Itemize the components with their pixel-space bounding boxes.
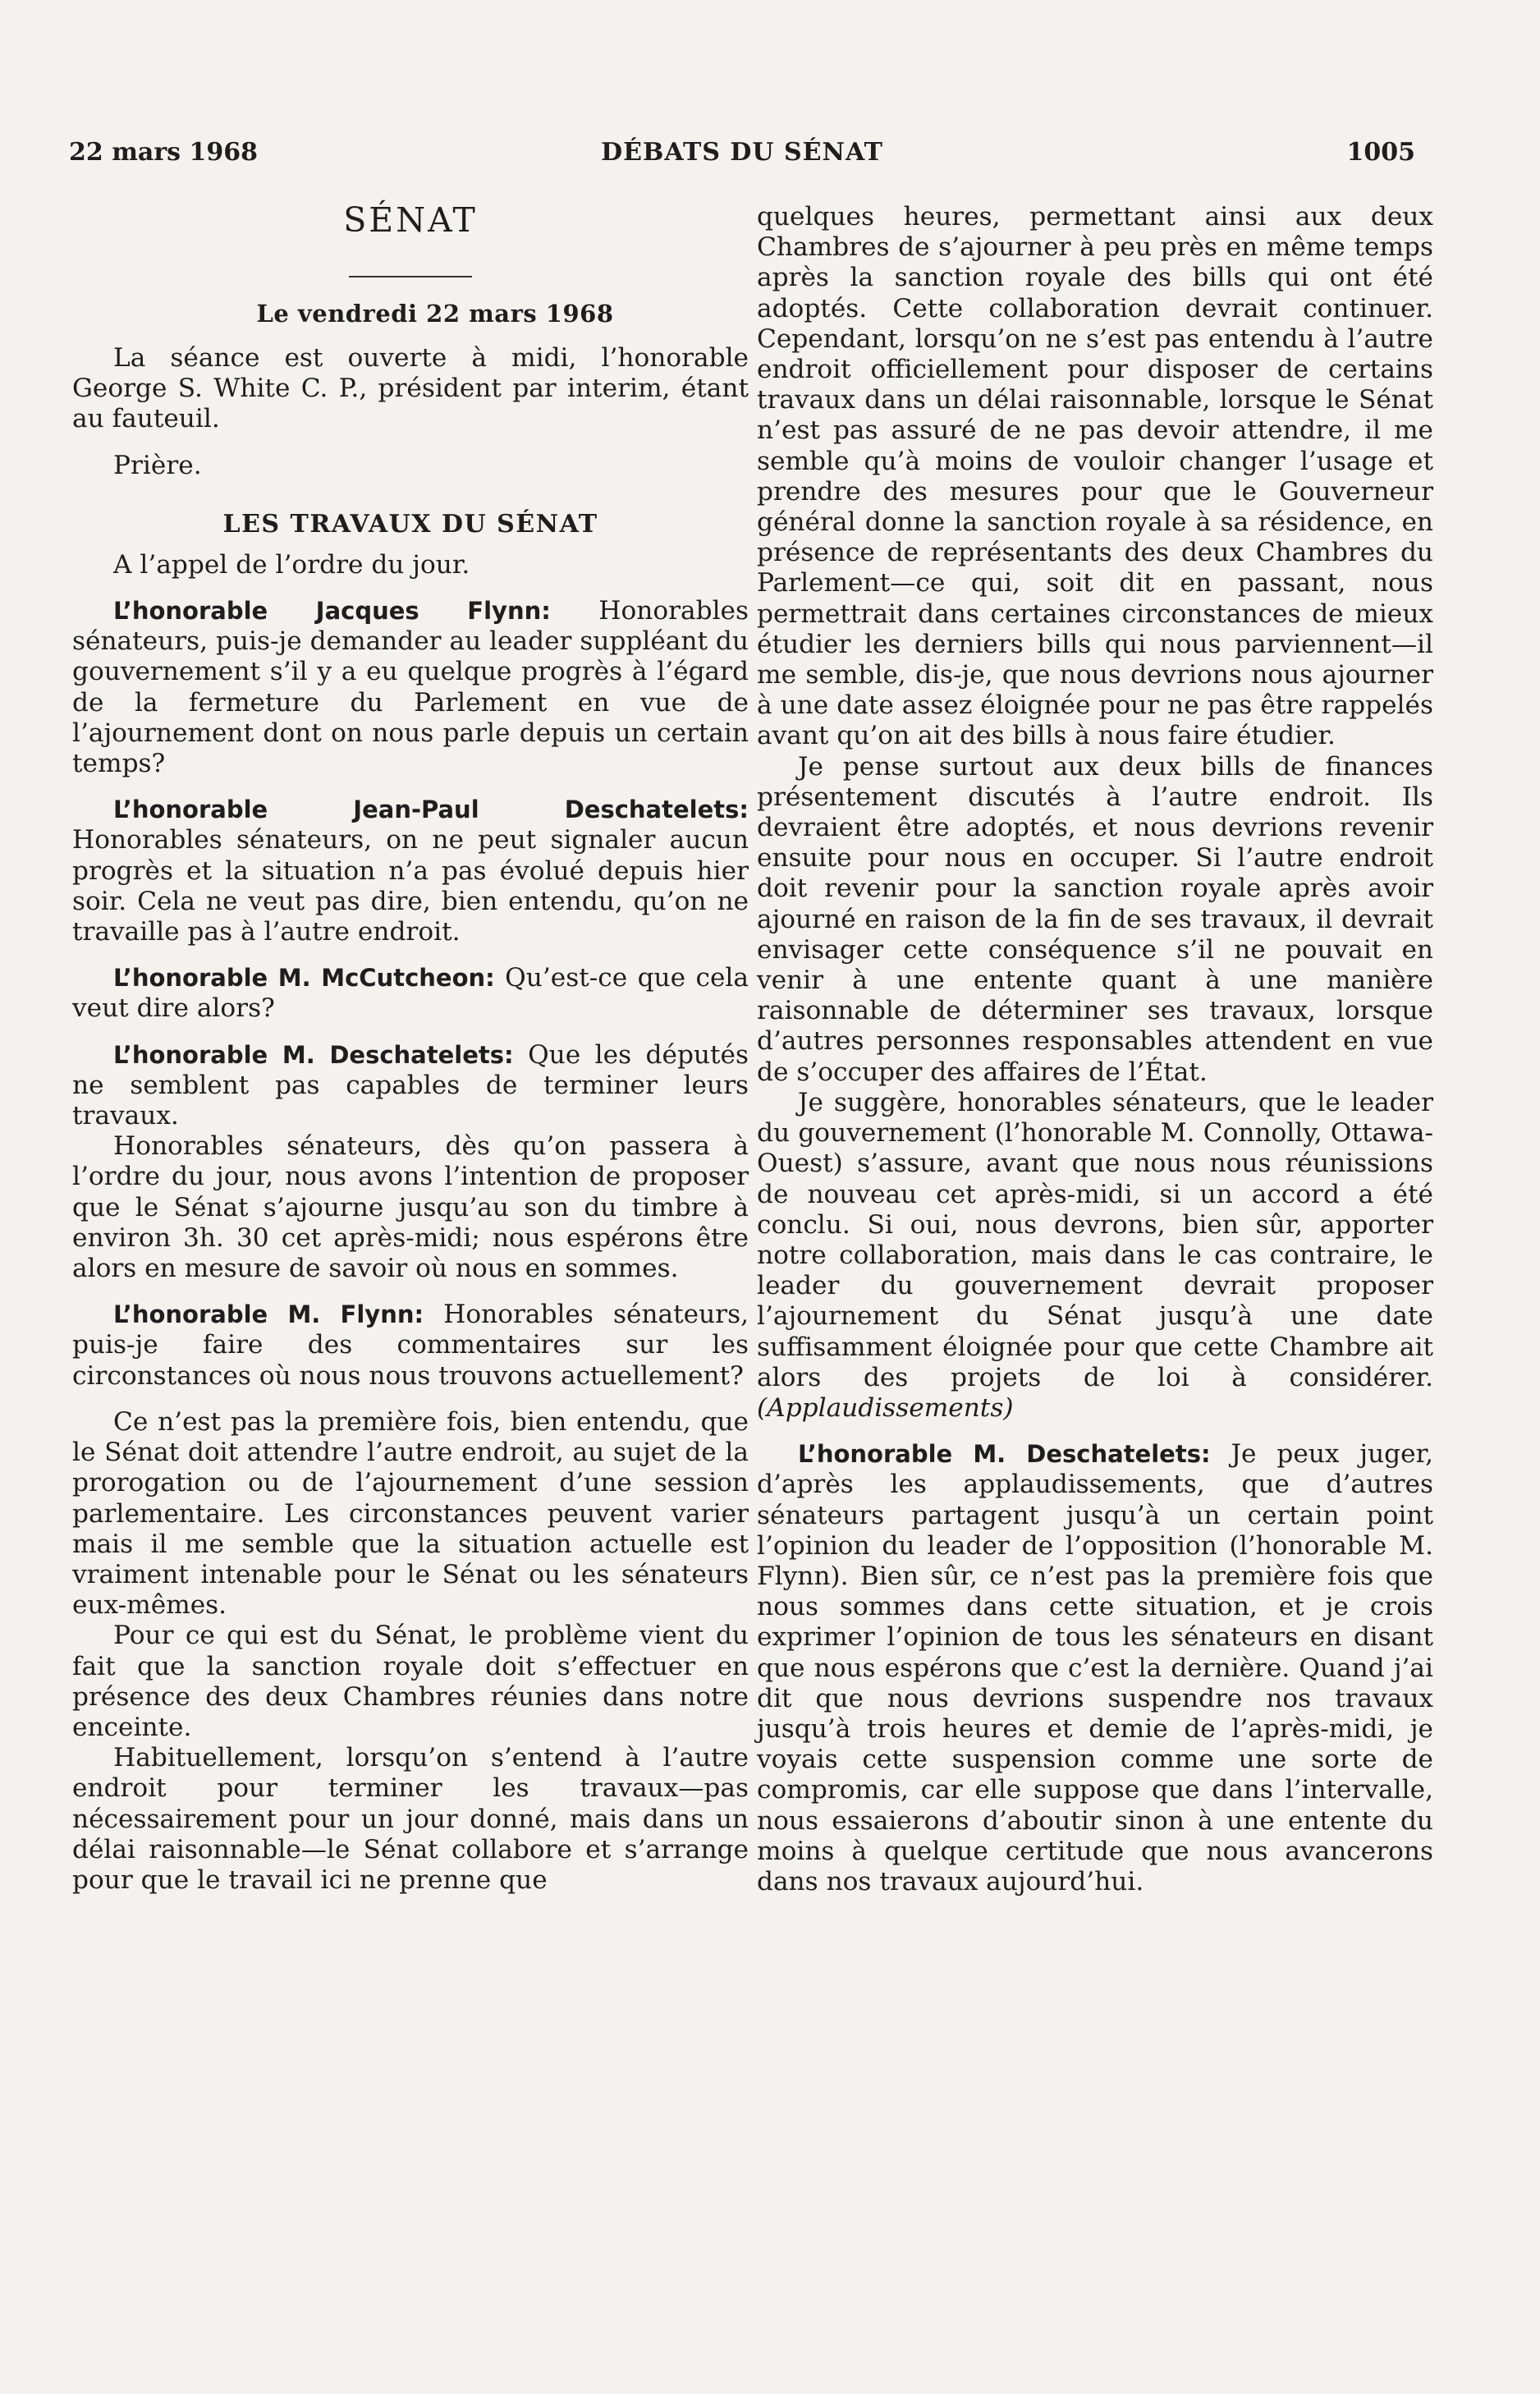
speech-deschatelets-1 — [72, 795, 749, 947]
chamber-title: SÉNAT — [343, 200, 478, 240]
speech-deschatelets-2 — [72, 1040, 749, 1132]
speech-flynn-2 — [72, 1300, 749, 1392]
paragraph: Pour ce qui est du Sénat, le problème vient du fait que la sanction royale doit s’effectuer en présence des deux Chambres réunies dans notre enceinte. — [72, 1621, 749, 1742]
paragraph: Je pense surtout aux deux bills de finances présentement discutés à l’autre endroit. Ils devraient être adoptés, et nous devrions revenir ensuite pour nous en occuper. Si l’autre endroit doit revenir pour la sanction royale après avoir ajourné en raison de la fin de ses travaux, il devrait envisager cette conséquence s’il ne pouvait en venir à une entente quant à une manière raisonnable de déterminer ses travaux, lorsque d’autres personnes responsables attendent en vue de s’occuper des affaires de l’État. — [757, 751, 1433, 1087]
speaker-name: L’honorable M. Deschatelets: — [798, 1440, 1211, 1469]
paragraph-text: Je suggère, honorables sénateurs, que le leader du gouvernement (l’honorable M. Connolly, Ottawa-Ouest) s’assure, avant que nous nous réunissions de nouveau cet après-midi, si un accord a été conclu. Si oui, nous devrons, bien sûr, apporter notre collaboration, mais dans le cas contraire, le leader du gouvernement devrait proposer l’ajournement du Sénat jusqu’à une date suffisamment éloignée pour que cette Chambre ait alors des projets de loi à considérer. — [757, 1087, 1433, 1392]
speech-flynn-1 — [72, 596, 749, 779]
speech-text: Que les députés ne semblent pas capables de terminer leurs travaux. — [72, 1039, 749, 1131]
paragraph-continued: quelques heures, permettant ainsi aux deux Chambres de s’ajourner à peu près en même temps après la sanction royale des bills qui ont été adoptés. Cette collaboration devrait continuer. Cependant, lorsqu’on ne s’est pas entendu à l’autre endroit officiellement pour disposer de certains travaux dans un délai raisonnable, lorsque le Sénat n’est pas assuré de ne pas devoir attendre, il me semble qu’à moins de vouloir changer l’usage et prendre des mesures pour que le Gouverneur général donne la sanction royale à sa résidence, en présence de représentants des deux Chambres du Parlement—ce qui, soit dit en passant, nous permettrait dans certaines circonstances de mieux étudier les derniers bills qui nous parviennent—il me semble, dis-je, que nous devrions nous ajourner à une date assez éloignée pour ne pas être rappelés avant qu’on ait des bills à nous faire étudier. — [757, 202, 1433, 751]
running-header — [69, 138, 1415, 176]
speech-text: Je peux juger, d’après les applaudissements, que d’autres sénateurs partagent jusqu’à un certain point l’opinion du leader de l’opposition (l’honorable M. Flynn). Bien sûr, ce n’est pas la première fois que nous sommes dans cette situation, et je crois exprimer l’opinion de tous les sénateurs en disant que nous espérons que c’est la dernière. Quand j’ai dit que nous devrions suspendre nos travaux jusqu’à trois heures et demie de l’après-midi, je voyais cette suspension comme une sorte de compromis, car elle suppose que dans l’intervalle, nous essaierons d’aboutir sinon à une entente du moins à quelque certitude que nous avancerons dans nos travaux aujourd’hui. — [757, 1439, 1433, 1896]
header-publication-title: DÉBATS DU SÉNAT — [601, 138, 883, 167]
session-date: Le vendredi 22 mars 1968 — [256, 300, 614, 328]
speaker-name: L’honorable Jacques Flynn: — [113, 597, 551, 626]
speech-mccutcheon — [72, 963, 749, 1024]
paragraph: Honorables sénateurs, dès qu’on passera à l’ordre du jour, nous avons l’intention de proposer que le Sénat s’ajourne jusqu’au son du timbre à environ 3h. 30 cet après-midi; nous espérons être alors en mesure de savoir où nous en sommes. — [72, 1131, 749, 1284]
speech-text: Qu’est-ce que cela veut dire alors? — [72, 963, 749, 1024]
left-column — [72, 202, 749, 1896]
right-column — [757, 202, 1433, 1913]
speaker-name: L’honorable M. McCutcheon: — [113, 964, 495, 993]
title-rule — [349, 276, 472, 277]
paragraph: Habituellement, lorsqu’on s’entend à l’autre endroit pour terminer les travaux—pas nécessairement pour un jour donné, mais dans un délai raisonnable—le Sénat collabore et s’arrange pour que le travail ici ne prenne que — [72, 1743, 749, 1895]
paragraph-suggestion — [757, 1088, 1433, 1424]
order-call: A l’appel de l’ordre du jour. — [113, 549, 470, 580]
applause-note: (Applaudissements) — [757, 1392, 1014, 1423]
speaker-name: L’honorable Jean-Paul Deschatelets: — [113, 796, 749, 824]
prayer-line: Prière. — [113, 450, 202, 480]
speech-deschatelets-3 — [757, 1439, 1433, 1897]
section-heading: LES TRAVAUX DU SÉNAT — [222, 509, 598, 539]
speaker-name: L’honorable M. Deschatelets: — [113, 1040, 514, 1069]
speaker-name: L’honorable M. Flynn: — [113, 1300, 424, 1329]
paragraph: Ce n’est pas la première fois, bien entendu, que le Sénat doit attendre l’autre endroit, au sujet de la prorogation ou de l’ajournement d’une session parlementaire. Les circonstances peuvent varier mais il me semble que la situation actuelle est vraiment intenable pour le Sénat ou les sénateurs eux-mêmes. — [72, 1406, 749, 1621]
opening-paragraph: La séance est ouverte à midi, l’honorable George S. White C. P., président par interim, étant au fauteuil. — [72, 343, 749, 434]
speech-text: Honorables sénateurs, puis-je demander au leader suppléant du gouvernement s’il y a eu quelque progrès à l’égard de la fermeture du Parlement en vue de l’ajournement dont on nous parle depuis un certain temps? — [72, 596, 749, 779]
speech-text: Honorables sénateurs, on ne peut signaler aucun progrès et la situation n’a pas évolué depuis hier soir. Cela ne veut pas dire, bien entendu, qu’on ne travaille pas à l’autre endroit. — [72, 825, 749, 947]
header-page-number: 1005 — [1346, 138, 1415, 167]
header-date: 22 mars 1968 — [69, 138, 259, 167]
speech-text: Honorables sénateurs, puis-je faire des commentaires sur les circonstances où nous nous trouvons actuellement? — [72, 1300, 749, 1391]
